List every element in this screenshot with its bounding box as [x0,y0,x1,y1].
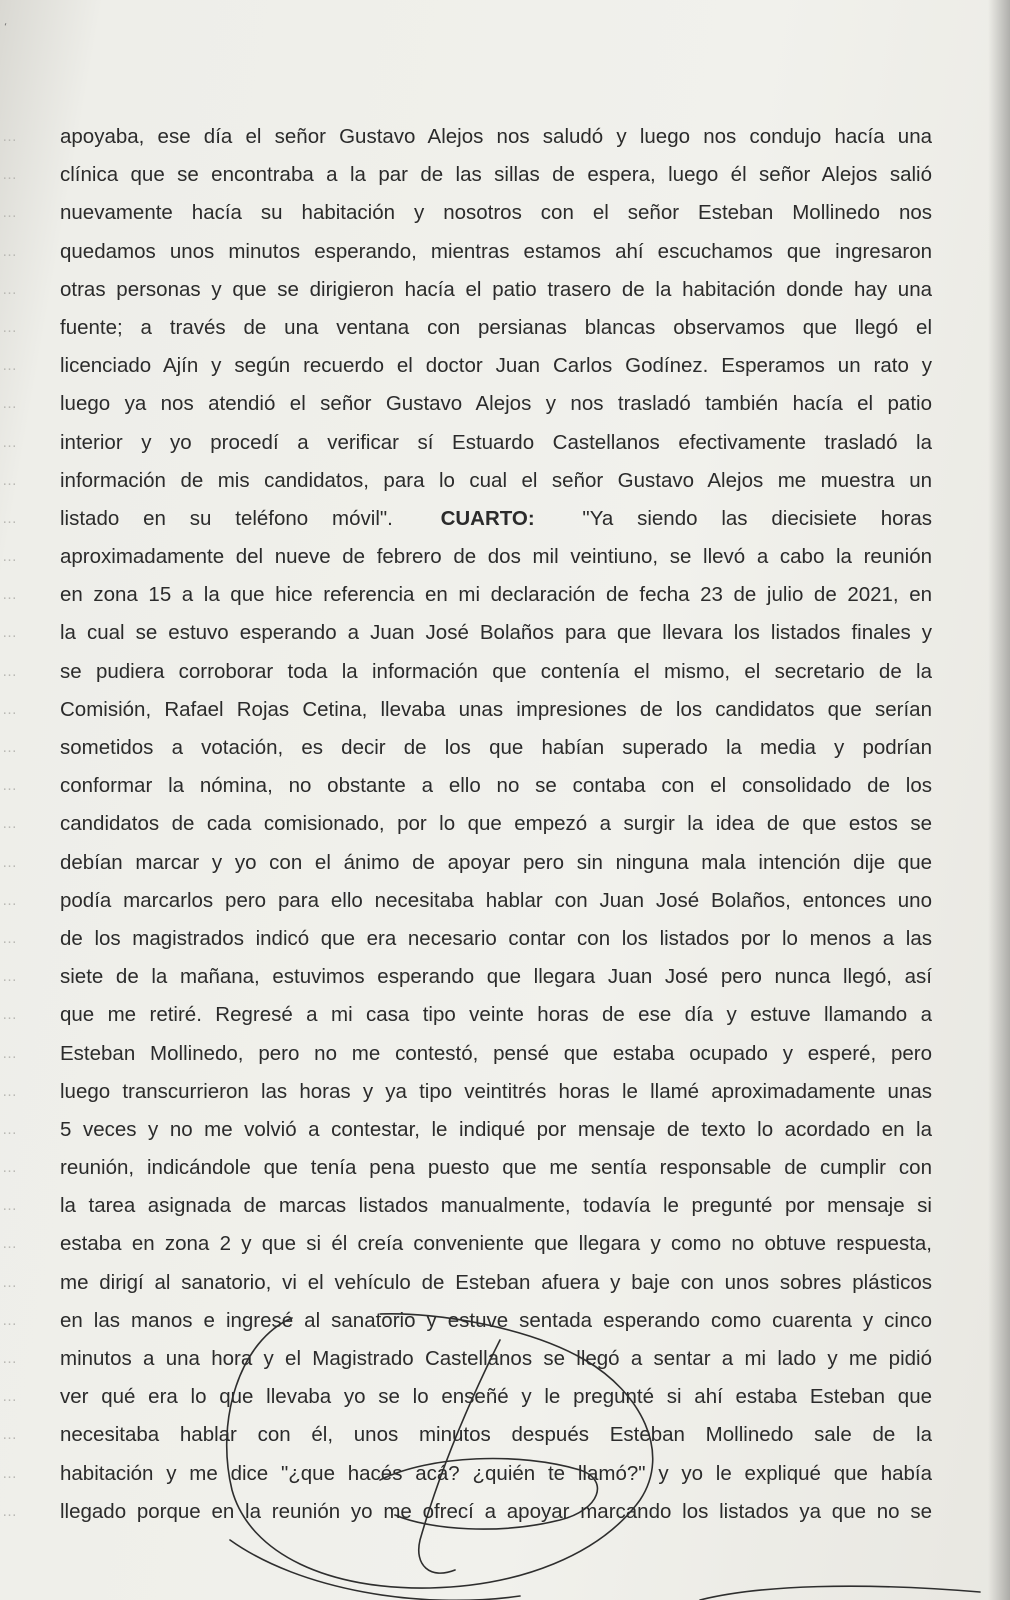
line-text: minutos a una hora y el Magistrado Castellanos se llegó a sentar a mi lado y me pidió [60,1347,932,1370]
text-line [0,424,1010,462]
text-line [0,1225,1010,1263]
line-text: siete de la mañana, estuvimos esperando que llegara Juan José pero nunca llegó, así [60,965,932,989]
faded-margin-text: … [2,548,18,566]
faded-margin-text: … [2,242,18,260]
faded-margin-text: … [2,1388,18,1406]
text-line [0,462,1010,500]
line-text: necesitaba hablar con él, unos minutos después Esteban Mollinedo sale de la [60,1423,932,1447]
faded-margin-text: … [2,891,18,909]
faded-margin-text: … [2,1006,18,1024]
line-text: habitación y me dice "¿que hacés acá? ¿quién te llamó?" y yo le expliqué que había [60,1461,932,1485]
faded-margin-text: … [2,1120,18,1138]
document-body [0,118,1010,1531]
line-text: aproximadamente del nueve de febrero de dos mil veintiuno, se llevó a cabo la reunión [60,545,932,569]
line-text: en las manos e ingresé al sanatorio y estuve sentada esperando como cuarenta y cinco [60,1308,932,1332]
text-line [0,958,1010,996]
faded-margin-text: … [2,1235,18,1253]
text-line [0,882,1010,920]
faded-margin-text: … [2,1044,18,1062]
faded-margin-text: … [2,318,18,336]
faded-margin-text: … [2,1311,18,1329]
faded-margin-text: … [2,1464,18,1482]
text-line [0,271,1010,309]
line-text: interior y yo procedí a verificar sí Estuardo Castellanos efectivamente trasladó la [60,430,932,454]
text-line [0,156,1010,194]
text-line [0,653,1010,691]
text-line [0,538,1010,576]
line-text: información de mis candidatos, para lo cual el señor Gustavo Alejos me muestra un [60,468,932,492]
line-text: quedamos unos minutos esperando, mientras estamos ahí escuchamos que ingresaron [60,239,932,263]
text-line [0,1149,1010,1187]
text-line [0,233,1010,271]
line-text [60,500,932,538]
text-line [0,1035,1010,1073]
line-text: de los magistrados indicó que era necesario contar con los listados por lo menos a las [60,926,932,950]
page-edge-shadow [988,0,1010,1600]
line-text: me dirigí al sanatorio, vi el vehículo de Esteban afuera y baje con unos sobres plásticos [60,1270,932,1294]
text-line [0,614,1010,652]
text-line [0,118,1010,156]
line-text: clínica que se encontraba a la par de las sillas de espera, luego él señor Alejos salió [60,163,932,187]
text-line [0,844,1010,882]
faded-margin-text: … [2,853,18,871]
line-text: la cual se estuvo esperando a Juan José Bolaños para que llevara los listados finales y [60,621,932,645]
text-line [0,194,1010,232]
faded-margin-text: … [2,662,18,680]
faded-margin-text: … [2,1159,18,1177]
signature-stroke-3 [230,1540,520,1600]
text-line [0,1340,1010,1378]
line-text: sometidos a votación, es decir de los que habían superado la media y podrían [60,736,932,759]
faded-margin-text: … [2,166,18,184]
text-line [0,1416,1010,1454]
text-line [0,805,1010,843]
faded-margin-text: … [2,1197,18,1215]
line-text: licenciado Ajín y según recuerdo el doctor Juan Carlos Godínez. Esperamos un rato y [60,354,932,378]
line-text-after: "Ya siendo las diecisiete horas [582,506,932,530]
faded-margin-text: … [2,395,18,413]
faded-margin-text: … [2,586,18,604]
faded-margin-text: … [2,509,18,527]
text-line [0,576,1010,614]
line-text: 5 veces y no me volvió a contestar, le indiqué por mensaje de texto lo acordado en la [60,1117,932,1141]
line-text: en zona 15 a la que hice referencia en mi declaración de fecha 23 de julio de 2021, en [60,583,932,607]
corner-mark: ‘ [4,22,8,33]
line-text: candidatos de cada comisionado, por lo que empezó a surgir la idea de que estos se [60,812,932,836]
line-text: apoyaba, ese día el señor Gustavo Alejos nos saludó y luego nos condujo hacía una [60,125,932,148]
signature-tail [700,1586,980,1600]
text-line [0,1264,1010,1302]
text-line [0,1302,1010,1340]
faded-margin-text: … [2,929,18,947]
line-text: luego transcurrieron las horas y ya tipo veintitrés horas le llamé aproximadamente unas [60,1079,932,1103]
text-line [0,1073,1010,1111]
faded-margin-text: … [2,968,18,986]
line-text-before: listado en su teléfono móvil". [60,506,393,530]
faded-margin-text: … [2,1350,18,1367]
faded-margin-text: … [2,1502,18,1520]
line-text: Esteban Mollinedo, pero no me contestó, pensé que estaba ocupado y esperé, pero [60,1041,932,1065]
faded-margin-text: … [2,204,18,222]
faded-margin-text: … [2,1082,18,1100]
line-text: reunión, indicándole que tenía pena puesto que me sentía responsable de cumplir con [60,1156,932,1180]
text-line [0,309,1010,347]
line-text: se pudiera corroborar toda la información que contenía el mismo, el secretario de la [60,659,932,683]
line-text: debían marcar y yo con el ánimo de apoyar pero sin ninguna mala intención dije que [60,850,932,874]
text-line [0,996,1010,1034]
line-text: la tarea asignada de marcas listados manualmente, todavía le pregunté por mensaje si [60,1194,932,1218]
line-text: estaba en zona 2 y que si él creía conveniente que llegara y como no obtuve respuesta, [60,1232,932,1256]
text-line [0,500,1010,538]
text-line [0,1187,1010,1225]
text-line [0,347,1010,385]
section-heading-cuarto: CUARTO: [440,506,535,530]
text-line [0,920,1010,958]
text-line [0,1378,1010,1416]
line-text: Comisión, Rafael Rojas Cetina, llevaba unas impresiones de los candidatos que serían [60,697,932,721]
line-text: llegado porque en la reunión yo me ofrecí a apoyar marcando los listados ya que no se [60,1499,932,1523]
faded-margin-text: … [2,777,18,795]
faded-margin-text: … [2,700,18,718]
line-text: otras personas y que se dirigieron hacía el patio trasero de la habitación donde hay una [60,277,932,301]
line-text: que me retiré. Regresé a mi casa tipo veinte horas de ese día y estuve llamando a [60,1003,932,1027]
text-line [0,385,1010,423]
faded-margin-text: … [2,739,18,756]
text-line [0,729,1010,767]
faded-margin-text: … [2,815,18,833]
text-line [0,691,1010,729]
faded-margin-text: … [2,471,18,489]
line-text: nuevamente hacía su habitación y nosotros con el señor Esteban Mollinedo nos [60,201,932,225]
faded-margin-text: … [2,128,18,145]
text-line [0,1111,1010,1149]
faded-margin-text: … [2,280,18,298]
line-text: ver qué era lo que llevaba yo se lo enseñé y le pregunté si ahí estaba Esteban que [60,1385,932,1409]
line-text: podía marcarlos pero para ello necesitaba hablar con Juan José Bolaños, entonces uno [60,888,932,912]
line-text: fuente; a través de una ventana con persianas blancas observamos que llegó el [60,315,932,339]
faded-margin-text: … [2,357,18,375]
faded-margin-text: … [2,1273,18,1291]
faded-margin-text: … [2,433,18,451]
faded-margin-text: … [2,1426,18,1444]
faded-margin-text: … [2,624,18,642]
text-line [0,767,1010,805]
text-line [0,1455,1010,1493]
line-text: conformar la nómina, no obstante a ello no se contaba con el consolidado de los [60,774,932,798]
text-line [0,1493,1010,1531]
line-text: luego ya nos atendió el señor Gustavo Alejos y nos trasladó también hacía el patio [60,392,932,416]
